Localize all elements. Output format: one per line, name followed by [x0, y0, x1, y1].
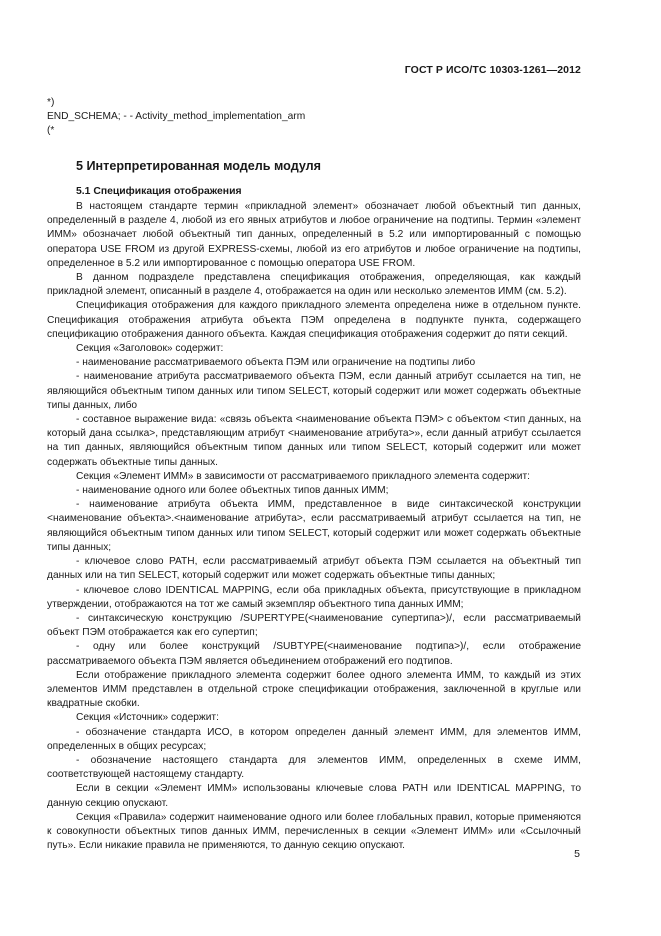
list-item: - наименование атрибута объекта ИММ, представленное в виде синтаксической конструкции <наименование объекта>.<наименование атрибута>, если рассматриваемый атрибут ссылается на тип, не являющийся объектным типом данных или типом SELECT, который содержит или может содержать объектные типы данных; [47, 499, 581, 553]
subsection-title: 5.1 Спецификация отображения [76, 185, 242, 197]
list-item: - наименование атрибута рассматриваемого объекта ПЭМ, если данный атрибут ссылается на тип, не являющийся объектным типом данных или типом SELECT, который содержит или может содержать объектные типы данных, либо [47, 371, 581, 411]
paragraph: Секция «Заголовок» содержит: [76, 343, 224, 355]
code-line: (* [47, 125, 55, 137]
list-item: - ключевое слово IDENTICAL MAPPING, если оба прикладных объекта, присутствующие в прикладном утверждении, отображаются на тот же самый экземпляр объектного типа данных ИММ; [47, 584, 581, 610]
standard-designation: ГОСТ Р ИСО/ТС 10303-1261—2012 [404, 64, 581, 76]
page-body [47, 96, 581, 853]
code-block [47, 96, 581, 139]
list-item: - составное выражение вида: «связь объекта <наименование объекта ПЭМ> с объектом <тип данных, на который дана ссылка>, представляющим атрибут <наименование атрибута>», если данный атрибут ссылается на тип данных, являющийся объектным типом данных или типом SELECT, который содержит или может содержать объектные типы данных. [47, 414, 581, 468]
paragraph: Если в секции «Элемент ИММ» использованы ключевые слова PATH или IDENTICAL MAPPING, то данную секцию опускают. [47, 783, 581, 809]
paragraph: Секция «Правила» содержит наименование одного или более глобальных правил, которые применяются к совокупности объектных типов данных ИММ, перечисленных в секции «Элемент ИММ» или «Ссылочный путь». Если никакие правила не применяются, то данную секцию опускают. [47, 811, 581, 852]
paragraph: В данном подразделе представлена спецификация отображения, определяющая, как каждый прикладной элемент, описанный в разделе 4, отображается на один или несколько элементов ИММ (см. 5.2). [47, 272, 581, 298]
list-item: - наименование рассматриваемого объекта ПЭМ или ограничение на подтипы либо [76, 357, 476, 369]
list-item: - обозначение настоящего стандарта для элементов ИММ, определенных в схеме ИММ, соответствующей настоящему стандарту. [47, 754, 581, 781]
list-item: - ключевое слово PATH, если рассматриваемый атрибут объекта ПЭМ ссылается на объектный тип данных или на тип SELECT, который содержит или может содержать объектные типы данных; [47, 556, 581, 582]
paragraph: Секция «Источник» содержит: [76, 712, 219, 724]
paragraph: Спецификация отображения для каждого прикладного элемента определена ниже в отдельном пункте. Спецификация отображения атрибута объекта ПЭМ определена в подпункте пункта, содержащего спецификацию отображения данного объекта. Каждая спецификация отображения содержит до пяти секций. [47, 300, 581, 340]
paragraph: В настоящем стандарте термин «прикладной элемент» обозначает любой объектный тип данных, определенный в разделе 4, любой из его явных атрибутов и любое ограничение на подтипы. Термин «элемент ИММ» обозначает любой объектный тип данных, определенный в 5.2 или импортированный с помощью оператора USE FROM из другой EXPRESS-схемы, любой из его атрибутов и любое ограничение на подтипы, определенное в 5.2 или импортированное с помощью оператора USE FROM. [47, 201, 581, 269]
list-item: - обозначение стандарта ИСО, в котором определен данный элемент ИММ, для элементов ИММ, определенных в общих ресурсах; [47, 726, 581, 752]
section-title: 5 Интерпретированная модель модуля [76, 158, 322, 173]
code-line: END_SCHEMA; - - Activity_method_implementation_arm [47, 111, 306, 123]
list-item: - синтаксическую конструкцию /SUPERTYPE(<наименование супертипа>)/, если рассматриваемый объект ПЭМ отображается как его супертип; [47, 612, 581, 639]
list-item: - одну или более конструкций /SUBTYPE(<наименование подтипа>)/, если отображение рассматриваемого объекта ПЭМ является объединением отображений его подтипов. [47, 641, 581, 667]
list-item: - наименование одного или более объектных типов данных ИММ; [76, 485, 389, 497]
paragraph: Секция «Элемент ИММ» в зависимости от рассматриваемого прикладного элемента содержит: [76, 470, 530, 482]
code-line: *) [47, 97, 55, 108]
page-number: 5 [574, 848, 580, 860]
paragraph: Если отображение прикладного элемента содержит более одного элемента ИММ, то каждый из этих элементов ИММ представлен в отдельной строке спецификации отображения, заключенной в круглые или квадратные скобки. [47, 669, 581, 710]
